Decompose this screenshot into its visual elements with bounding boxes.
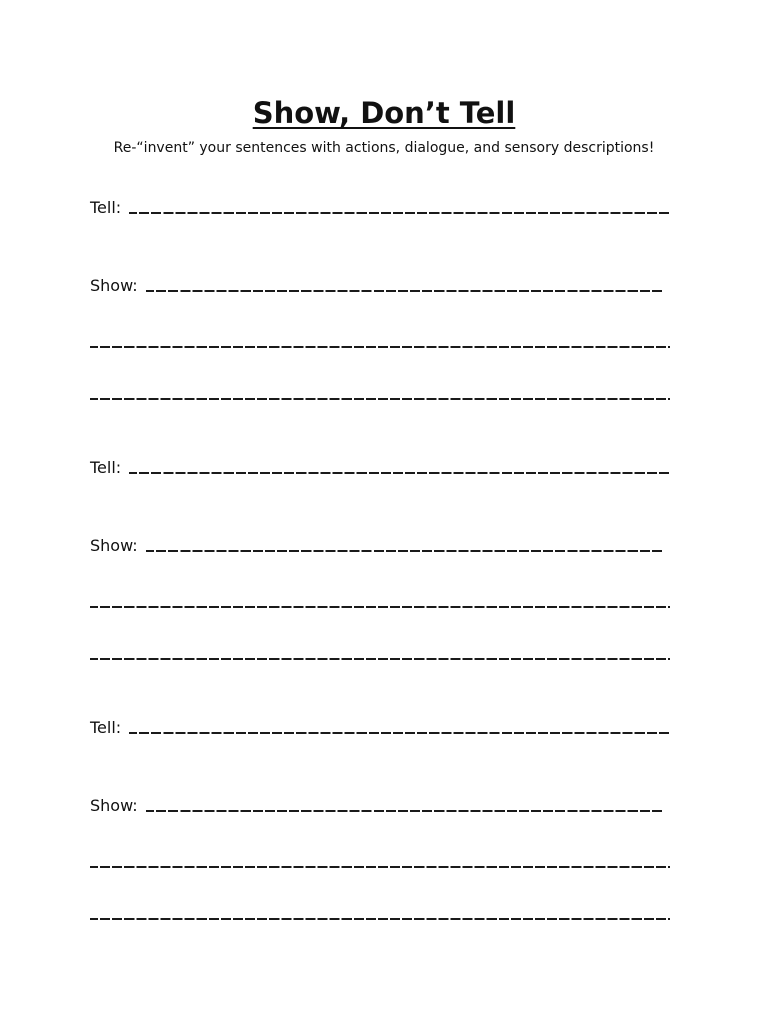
worksheet-subtitle: Re-“invent” your sentences with actions, dialogue, and sensory descriptions! [113, 140, 655, 156]
show-continuation-row[interactable] [90, 638, 670, 662]
show-continuation-row[interactable] [90, 898, 670, 922]
tell-label: Tell: [90, 458, 122, 477]
show-continuation-line[interactable] [90, 658, 670, 660]
show-answer-line[interactable] [146, 810, 664, 812]
show-continuation-row[interactable] [90, 378, 670, 402]
show-continuation-line[interactable] [90, 398, 670, 400]
tell-row-2[interactable] [90, 452, 671, 476]
show-answer-line[interactable] [146, 550, 664, 552]
tell-row-3[interactable] [90, 712, 671, 736]
tell-answer-line[interactable] [129, 732, 671, 734]
show-row-2[interactable] [90, 530, 664, 554]
show-continuation-row[interactable] [90, 326, 670, 350]
show-row-3[interactable] [90, 790, 664, 814]
show-continuation-row[interactable] [90, 586, 670, 610]
tell-answer-line[interactable] [129, 472, 671, 474]
show-continuation-row[interactable] [90, 846, 670, 870]
show-label: Show: [90, 276, 138, 295]
show-continuation-line[interactable] [90, 918, 670, 920]
tell-label: Tell: [90, 198, 122, 217]
tell-row-1[interactable] [90, 192, 671, 216]
show-answer-line[interactable] [146, 290, 664, 292]
show-continuation-line[interactable] [90, 346, 670, 348]
tell-answer-line[interactable] [129, 212, 671, 214]
show-continuation-line[interactable] [90, 606, 670, 608]
show-label: Show: [90, 796, 138, 815]
show-row-1[interactable] [90, 270, 664, 294]
show-label: Show: [90, 536, 138, 555]
tell-label: Tell: [90, 718, 122, 737]
worksheet-title: Show, Don’t Tell [252, 96, 516, 130]
show-continuation-line[interactable] [90, 866, 670, 868]
